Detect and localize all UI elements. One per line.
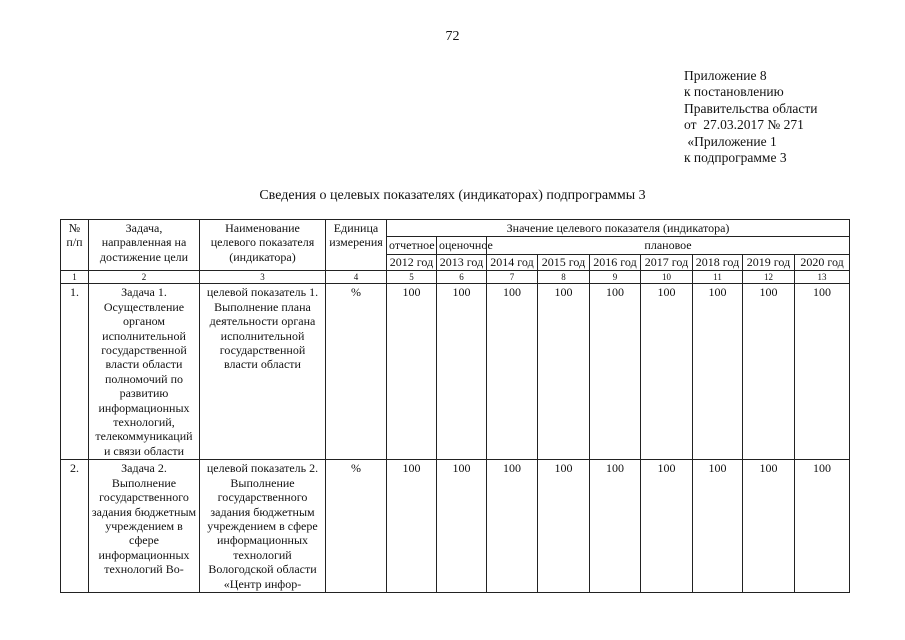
header-num: № п/п	[61, 220, 89, 271]
header-reported: отчетное	[387, 237, 437, 254]
appendix-line: от 27.03.2017 № 271	[684, 117, 804, 133]
indicators-table	[60, 219, 850, 593]
header-unit: Единица измерения	[326, 220, 387, 271]
column-number: 6	[437, 271, 487, 284]
appendix-line: к подпрограмме 3	[684, 150, 787, 166]
row-unit: %	[326, 284, 387, 460]
header-planned: плановое	[487, 237, 850, 254]
row-value: 100	[538, 284, 590, 460]
column-number: 9	[590, 271, 641, 284]
year-cell: 2013 год	[437, 254, 487, 271]
document-title: Сведения о целевых показателях (индикаторах) подпрограммы 3	[259, 188, 646, 203]
column-number: 7	[487, 271, 538, 284]
row-num: 1.	[61, 284, 89, 460]
header-task: Задача, направленная на достижение цели	[89, 220, 200, 271]
column-number: 3	[200, 271, 326, 284]
column-number: 13	[795, 271, 850, 284]
row-value: 100	[795, 460, 850, 593]
row-task: Задача 2. Выполнение государственного задания бюджетным учреждением в сфере информационных технологий Во-	[89, 460, 200, 593]
row-indicator: целевой показатель 2. Выполнение государственного задания бюджетным учреждением в сфере информационных технологий Вологодской области «Центр инфор-	[200, 460, 326, 593]
column-number: 1	[61, 271, 89, 284]
appendix-line: Приложение 8	[684, 68, 767, 83]
row-unit: %	[326, 460, 387, 593]
page-number: 72	[445, 29, 460, 44]
row-value: 100	[437, 284, 487, 460]
appendix-block	[684, 68, 899, 166]
row-value: 100	[437, 460, 487, 593]
row-value: 100	[487, 460, 538, 593]
row-value: 100	[641, 284, 693, 460]
row-value: 100	[743, 460, 795, 593]
appendix-line: Правительства области	[684, 100, 818, 116]
row-value: 100	[693, 460, 743, 593]
row-value: 100	[795, 284, 850, 460]
column-number: 12	[743, 271, 795, 284]
header-row	[61, 220, 850, 237]
row-task: Задача 1. Осуществление органом исполнительной государственной власти области полномочий по развитию информационных технологий, телекоммуникаций и связи области	[89, 284, 200, 460]
year-cell: 2020 год	[795, 254, 850, 271]
header-indicator: Наименование целевого показателя (индикатора)	[200, 220, 326, 271]
year-cell: 2012 год	[387, 254, 437, 271]
table-row	[61, 284, 850, 460]
row-value: 100	[387, 284, 437, 460]
appendix-line: к постановлению	[684, 84, 784, 100]
header-value-group: Значение целевого показателя (индикатора)	[387, 220, 850, 237]
column-number: 4	[326, 271, 387, 284]
appendix-line: «Приложение 1	[684, 133, 777, 149]
header-estimated: оценочное	[437, 237, 487, 254]
row-value: 100	[387, 460, 437, 593]
year-cell: 2019 год	[743, 254, 795, 271]
column-number: 10	[641, 271, 693, 284]
row-value: 100	[641, 460, 693, 593]
row-indicator: целевой показатель 1. Выполнение плана деятельности органа исполнительной государственной власти области	[200, 284, 326, 460]
column-number: 8	[538, 271, 590, 284]
row-value: 100	[590, 460, 641, 593]
year-cell: 2017 год	[641, 254, 693, 271]
table-row	[61, 460, 850, 593]
column-number: 5	[387, 271, 437, 284]
year-cell: 2014 год	[487, 254, 538, 271]
column-number-row	[61, 271, 850, 284]
year-cell: 2016 год	[590, 254, 641, 271]
year-cell: 2018 год	[693, 254, 743, 271]
row-value: 100	[487, 284, 538, 460]
row-value: 100	[693, 284, 743, 460]
row-value: 100	[743, 284, 795, 460]
row-value: 100	[538, 460, 590, 593]
year-cell: 2015 год	[538, 254, 590, 271]
row-value: 100	[590, 284, 641, 460]
column-number: 2	[89, 271, 200, 284]
column-number: 11	[693, 271, 743, 284]
row-num: 2.	[61, 460, 89, 593]
